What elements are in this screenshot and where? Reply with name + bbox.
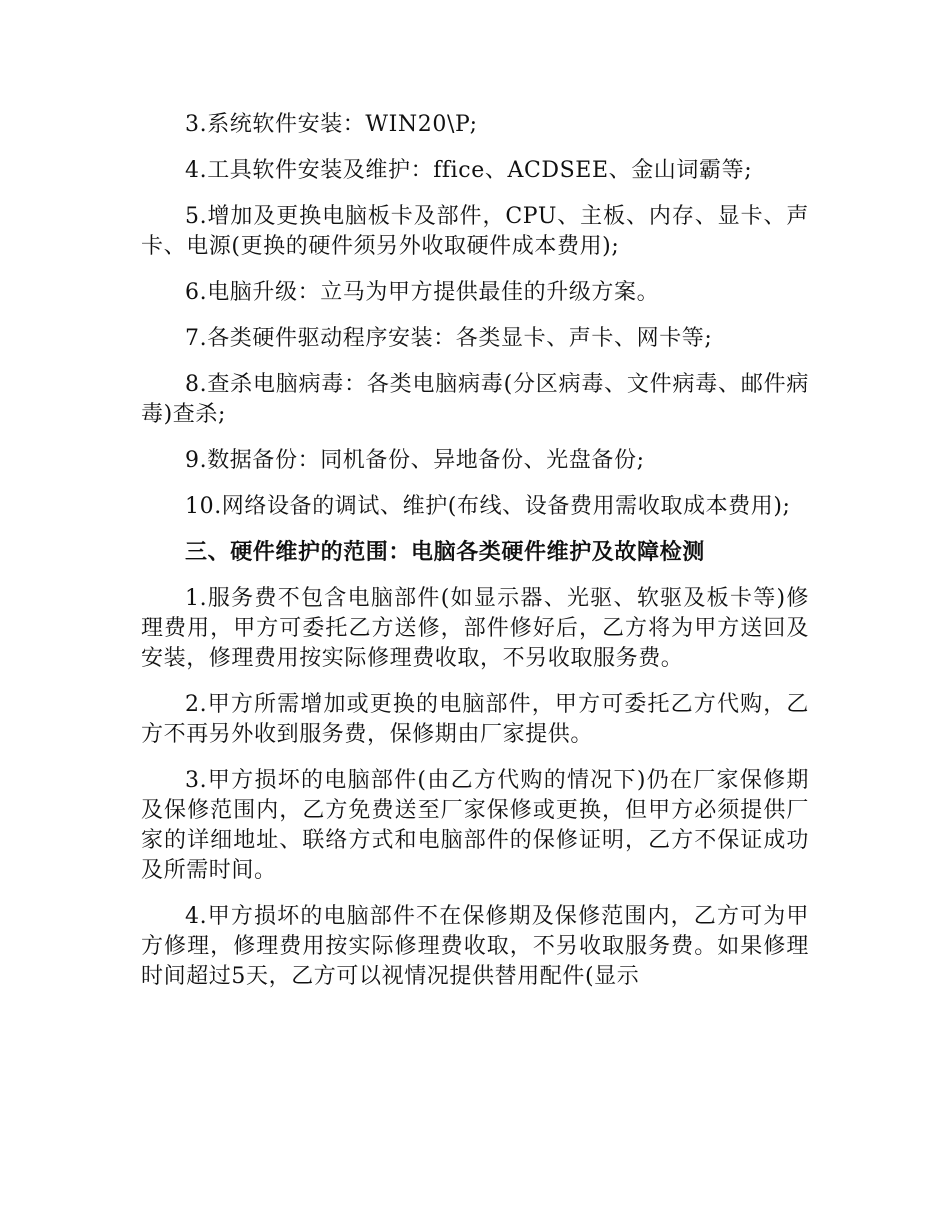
paragraph-drivers: 7.各类硬件驱动程序安装：各类显卡、声卡、网卡等; <box>185 326 713 351</box>
document-page <box>141 110 809 1008</box>
paragraph-virus-scan: 8.查杀电脑病毒：各类电脑病毒(分区病毒、文件病毒、邮件病毒)查杀; <box>141 372 809 427</box>
paragraph-network: 10.网络设备的调试、维护(布线、设备费用需收取成本费用); <box>185 494 791 519</box>
paragraph-warranty-parts: 3.甲方损坏的电脑部件(由乙方代购的情况下)仍在厂家保修期及保修范围内，乙方免费送至厂家保修或更换，但甲方必须提供厂家的详细地址、联络方式和电脑部件的保修证明，乙方不保证成功及所需时间。 <box>141 768 809 883</box>
paragraph-board-parts: 5.增加及更换电脑板卡及部件，CPU、主板、内存、显卡、声卡、电源(更换的硬件须另外收取硬件成本费用); <box>141 204 809 259</box>
section-heading-hardware: 三、硬件维护的范围：电脑各类硬件维护及故障检测 <box>185 540 705 565</box>
paragraph-tool-software: 4.工具软件安装及维护：ffice、ACDSEE、金山词霸等; <box>185 158 753 183</box>
paragraph-upgrade: 6.电脑升级：立马为甲方提供最佳的升级方案。 <box>185 280 660 305</box>
paragraph-purchase-parts: 2.甲方所需增加或更换的电脑部件，甲方可委托乙方代购，乙方不再另外收到服务费，保修期由厂家提供。 <box>141 692 809 747</box>
paragraph-non-warranty-parts: 4.甲方损坏的电脑部件不在保修期及保修范围内，乙方可为甲方修理，修理费用按实际修理费收取，不另收取服务费。如果修理时间超过5天，乙方可以视情况提供替用配件(显示 <box>141 904 809 989</box>
paragraph-backup: 9.数据备份：同机备份、异地备份、光盘备份; <box>185 448 645 473</box>
paragraph-service-fee: 1.服务费不包含电脑部件(如显示器、光驱、软驱及板卡等)修理费用，甲方可委托乙方送修，部件修好后，乙方将为甲方送回及安装，修理费用按实际修理费收取，不另收取服务费。 <box>141 586 809 671</box>
paragraph-system-software: 3.系统软件安装：WIN20\P; <box>185 112 478 137</box>
